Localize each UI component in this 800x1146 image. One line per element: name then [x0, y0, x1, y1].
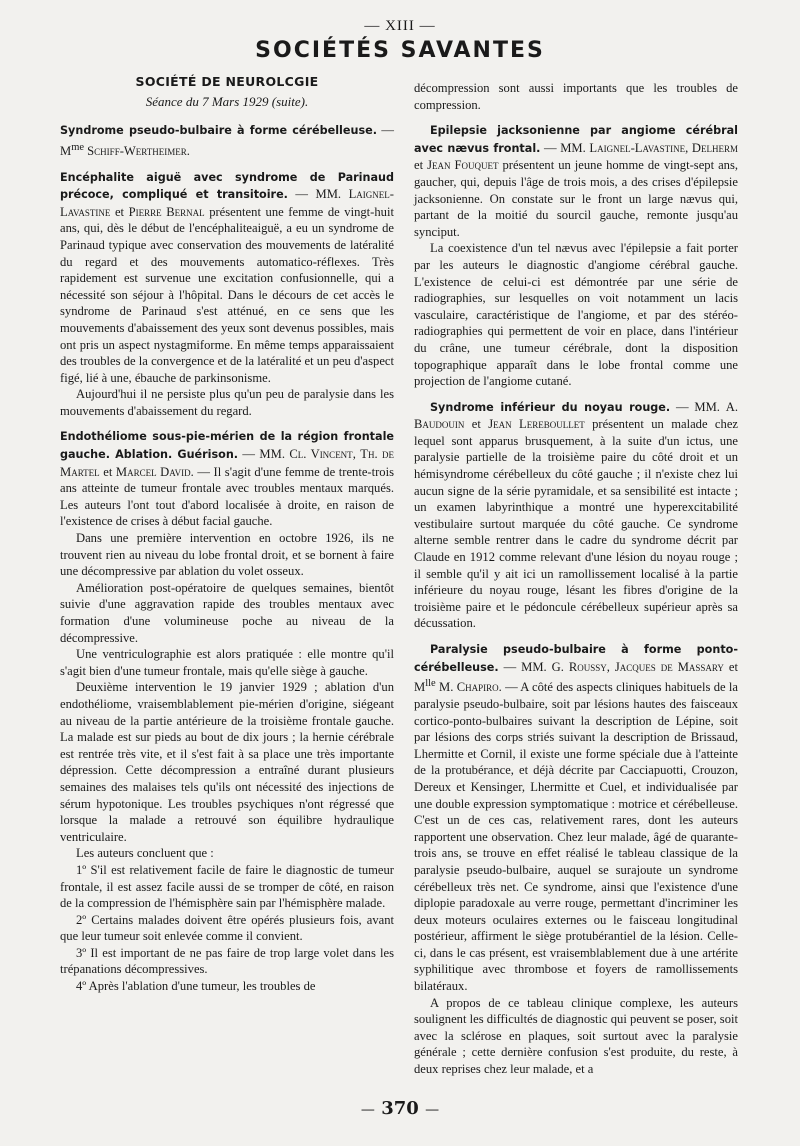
- author-separator: ,: [606, 659, 615, 674]
- paragraph: décompression sont aussi importants que les troubles de compression.: [414, 81, 738, 112]
- entry-title: Syndrome pseudo-bulbaire à forme cérébelleuse.: [60, 124, 377, 138]
- paragraph: Aujourd'hui il ne persiste plus qu'un peu de paralysie dans les mouvements d'abaissement du regard.: [60, 387, 394, 418]
- paragraph: [414, 641, 738, 995]
- author-name: A. Baudouin: [414, 399, 738, 432]
- title-superscript: me: [71, 141, 85, 153]
- society-heading: SOCIÉTÉ DE NEUROLCGIE: [135, 74, 319, 89]
- entry-title: Syndrome inférieur du noyau rouge.: [430, 400, 671, 414]
- author-name: Cl. Vincent: [289, 447, 353, 462]
- entry-heading: [60, 122, 394, 159]
- author-separator: ,: [352, 447, 361, 462]
- entry-title: Paralysie pseudo-bulbaire à forme ponto-cérébelleuse.: [414, 643, 738, 674]
- title-superscript: lle: [425, 678, 436, 690]
- paragraph-text: présentent un jeune homme de vingt-sept ans, gaucher, qui, depuis l'âge de trois mois, a des crises d'épilepsie jacksonienne. On constate sur le front un large nævus qui, partant de la moitié du sourcil gauche, remonte jusqu'au synciput.: [414, 158, 739, 239]
- paragraph-text: . — A côté des aspects cliniques habituels de la paralysie pseudo-bulbaire, soit par lésions hautes des faisceaux cortico-ponto-bulbaires suivant la description de Lépine, soit par lésions des corps striés suivant la description de Brissaud, Lhermitte et Cornil, il existe une forme spéciale due à l'atteinte de la protubérance, et déjà décrite par Cacciapuotti, Crouzon, Dereux et Kensinger, Lhermitte et Cuel, et individualisée par une double expression symptomatique : motrice et cérébelleuse. C'est un de ces cas, relativement rares, dont les auteurs rapportent une observation. Chez leur malade, âgé de quarante-trois ans, se trouve en effet réalisé le tableau classique de la paralysie pseudo-bulbaire, auquel se surajoute un syndrome cérébelleux très net. Ce syndrome, ainsi que l'existence d'une diplopie paradoxale au verre rouge, permettant d'incriminer les deux moteurs oculaires externes ou le faisceau longitudinal postérieur, affirment le siège protubérantiel de la lésion. Celle-ci, dans le cas présent, est vraisemblablement due à une artérite syphilitique avec thrombose et foyers de ramollissements bilatéraux.: [414, 680, 738, 994]
- right-column: [414, 80, 738, 1087]
- paragraph: La coexistence d'un tel nævus avec l'épilepsie a fait porter par les auteurs le diagnostic d'angiome cérébral gauche. L'existence de celui-ci est démontrée par une série de radiographies, sur lesquelles on voit notamment un lacis vasculaire, caractéristique de l'angiome, et par des stéréo-radiographies qui permettent de voir en place, dans l'intérieur du crâne, une tumeur cérébrale, dont la disposition topographique apparaît dans le lobe frontal comme une projection de l'angiome cutané.: [414, 241, 738, 389]
- page-roman-numeral: — XIII —: [364, 18, 436, 34]
- paragraph: [414, 399, 738, 632]
- numbered-conclusion: 4º Après l'ablation d'une tumeur, les troubles de: [76, 979, 316, 994]
- paragraph: Une ventriculographie est alors pratiquée : elle montre qu'il s'agit bien d'une tumeur frontale, mais qu'elle siège à gauche.: [60, 647, 394, 678]
- dash-left: —: [360, 1102, 375, 1118]
- author-name: Delherm: [691, 140, 738, 155]
- author-prefix: — MM.: [238, 447, 290, 462]
- page-number: [0, 1098, 800, 1119]
- page-title: SOCIÉTÉS SAVANTES: [255, 38, 545, 63]
- author-prefix: — M: [60, 123, 395, 158]
- entry-encephalite-parinaud: [60, 169, 394, 420]
- author-prefix: — MM.: [498, 659, 552, 674]
- author-name: M. Chapiro: [435, 680, 499, 695]
- paragraph: Amélioration post-opératoire de quelques semaines, bientôt suivie d'une aggravation rapide des troubles mentaux avec formation d'une volumineuse poche au niveau de la décompressive.: [60, 580, 394, 645]
- paragraph: A propos de ce tableau clinique complexe, les auteurs soulignent les difficultés de diagnostic qui peuvent se poser, soit avec la sclérose en plaques, soit surtout avec la paralysie générale ; cette dernière confusion s'est produite, du reste, à deux reprises chez leur malade, et a: [414, 995, 738, 1077]
- entry-ponto-cerebelleuse: [414, 641, 738, 1078]
- author-name: Marcel David: [115, 464, 191, 479]
- session-date: Séance du 7 Mars 1929 (suite).: [145, 93, 309, 109]
- author-prefix: — MM.: [670, 399, 726, 414]
- entry-epilepsie-jacksonienne: [414, 122, 738, 390]
- entry-title: Endothéliome sous-pie-mérien de la région frontale gauche. Ablation. Guérison.: [60, 430, 394, 462]
- numbered-conclusion: 1º S'il est relativement facile de faire le diagnostic de tumeur frontale, il est assez facile aussi de se tromper de côté, en raison de la compression de l'hémisphère sain par l'hémisphère malade.: [60, 862, 394, 911]
- author-name: Jean Fouquet: [427, 158, 499, 173]
- author-name: Schiff-Wertheimer.: [84, 143, 190, 158]
- numbered-conclusion: 2º Certains malades doivent être opérés plusieurs fois, avant que leur tumeur soit enlevée comme il convient.: [60, 912, 394, 944]
- entry-noyau-rouge: [414, 399, 738, 632]
- entry-endotheliome-frontal: [60, 428, 394, 994]
- author-name: Th. de Martel: [60, 447, 394, 479]
- author-prefix: — MM.: [540, 140, 590, 155]
- entry-title: Epilepsie jacksonienne par angiome cérébral avec nævus frontal.: [414, 124, 738, 155]
- paragraph: Les auteurs concluent que :: [76, 846, 214, 861]
- author-conjunction: et: [464, 417, 489, 432]
- paragraph: Deuxième intervention le 19 janvier 1929 ; ablation d'un endothéliome, vraisemblablement pie-mérien d'origine, siégeant au niveau de la partie antérieure de la troisième frontale gauche. La malade est sur pieds au bout de dix jours ; la hernie cérébrale est rentrée très vite, et il s'est fait à sa place une très importante dépression. Cette décompression a entraîné durant plusieurs semaines des malaises tels qu'ils ont nécessité des injections de sérum hypotonique. Les troubles psychiques n'ont régressé que lorsque la malade a retrouvé son équilibre hydraulique ventriculaire.: [60, 680, 394, 844]
- author-name: Jacques de Massary: [614, 659, 724, 674]
- author-conjunction: et M: [414, 659, 738, 695]
- page-number-value: 370: [381, 1098, 419, 1119]
- author-name: G. Roussy: [551, 659, 607, 674]
- entry-pseudo-bulbaire-cerebelleuse: [60, 122, 394, 159]
- paragraph: [60, 169, 394, 387]
- entry-title: Encéphalite aiguë avec syndrome de Parinaud précoce, compliqué et transitoire.: [60, 170, 394, 202]
- author-prefix: — MM.: [287, 187, 349, 202]
- paragraph: [60, 428, 394, 530]
- author-conjunction: et: [414, 158, 428, 173]
- author-name: Laignel-Lavastine: [589, 140, 686, 155]
- paragraph: [414, 122, 738, 240]
- author-name: Pierre Bernal: [128, 204, 205, 219]
- author-conjunction: et: [110, 204, 129, 219]
- dash-right: —: [425, 1102, 440, 1118]
- paragraph-text: . — Il s'agit d'une femme de trente-trois ans atteinte de tumeur frontale avec troubles mentaux marqués. Les auteurs l'ont tout d'abord localisée à droite, en raison de l'existence de crises à début facial gauche.: [60, 464, 395, 529]
- numbered-conclusion: 3º Il est important de ne pas faire de trop large volet dans les trépanations décompressives.: [60, 945, 394, 977]
- author-name: Laignel-Lavastine: [60, 187, 394, 219]
- left-column: [60, 74, 394, 1004]
- paragraph-text: présentent une femme de vingt-huit ans, qui, dès le début de l'encéphaliteaiguë, a eu un syndrome de Parinaud typique avec conservation des mouvements de latéralité du regard et des mouvements automatico-réflexes. Très rapidement est survenue une excitation confusionnelle, qui a nécessité son séjour à l'hôpital. Dans le décours de cet accès le syndrome de Parinaud s'est atténué, en ce sens que les mouvements d'abaissement des yeux sont devenus possibles, mais ont pris un aspect nystagmiforme. En même temps apparaissaient des troubles de la convergence et de la latéralité et un peu d'aspect figé, lié à une, ébauche de parkinsonisme.: [60, 204, 394, 385]
- paragraph: Dans une première intervention en octobre 1926, ils ne trouvent rien au niveau du lobe frontal droit, et se bornent à faire une décompressive par ablation du volet osseux.: [60, 531, 394, 579]
- author-name: Jean Lereboullet: [488, 417, 585, 432]
- paragraph-text: présentent un malade chez lequel sont apparus brusquement, à la suite d'un ictus, une paralysie partielle de la troisième paire du côté droit et un hémisyndrome cérébelleux du côté gauche ; il n'existe chez lui aucun signe de la série pyramidale, et sa sensibilité est intacte ; un examen labyrinthique a montré une hyperexcitabilité vestibulaire surtout marquée du côté gauche. Ce syndrome alterne semble rentrer dans le cadre du syndrome décrit par Claude en 1912 comme relevant d'une lésion du noyau rouge ; il semble qu'il y ait ici un ramollissement localisé à la partie inférieure du noyau rouge, lésant les fibres d'origine de la troisième paire et le pédoncule cérébelleux supérieur après sa décussation.: [414, 417, 738, 631]
- entry-continuation: [414, 80, 738, 113]
- author-conjunction: et: [99, 464, 116, 479]
- author-separator: ,: [685, 140, 692, 155]
